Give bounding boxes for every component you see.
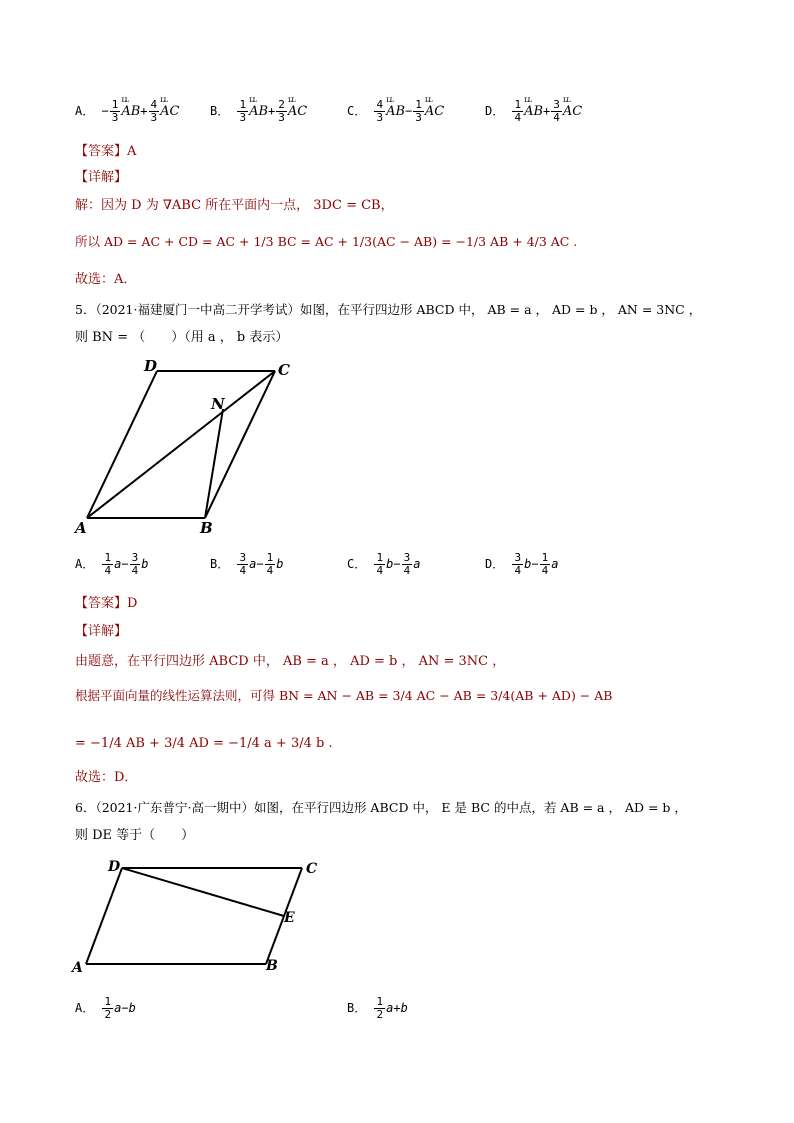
q6-label-e: E [284,910,295,926]
q5-option-a[interactable]: A． $\frac{1}{4}$ a− $\frac{3}{4}$ b [75,551,149,577]
q5-option-b[interactable]: B． $\frac{3}{4}$ a− $\frac{1}{4}$ b [210,551,284,577]
q5-label-b: B [200,519,213,537]
q5-option-d[interactable]: D． $\frac{3}{4}$ b− $\frac{1}{4}$ a [485,551,559,577]
q4-option-b-expr: $\frac{1}{3}$ ʟʟ AB+ $\frac{2}{3}$ ʟʟ AC [236,104,307,118]
q4-options [75,98,715,128]
q6-side-da [86,868,122,964]
q5-parallelogram-figure [70,355,310,540]
q4-option-d-expr: $\frac{1}{4}$ ʟʟ AB+ $\frac{3}{4}$ ʟʟ AC [511,104,582,118]
q5-solution-line2: 根据平面向量的线性运算法则，可得 BN = AN − AB = 3/4 AC − AB = 3/4(AB + AD) − AB [75,688,613,703]
q5-detail-tag: 【详解】 [75,624,128,639]
q4-option-b[interactable]: B． $\frac{1}{3}$ ʟʟ AB+ $\frac{2}{3}$ ʟʟ AC [210,98,307,124]
q6-options [75,996,715,1026]
q5-label-c: C [278,361,290,379]
q6-stem-line1: 6．（2021·广东普宁·高一期中）如图，在平行四边形 ABCD 中， E 是 BC 的中点，若 AB = a ， AD = b ， [75,800,687,815]
q6-stem-line2: 则 DE 等于（ ） [75,828,195,843]
q6-option-a-expr: $\frac{1}{2}$ a−b [104,995,136,1021]
q6-option-b[interactable]: B． $\frac{1}{2}$ a+b [347,995,408,1021]
q5-stem-line1: 5．（2021·福建厦门一中高二开学考试）如图，在平行四边形 ABCD 中， AB = a ， AD = b ， AN = 3NC ， [75,302,702,317]
q5-label-n: N [211,395,225,413]
q6-label-d: D [108,859,121,875]
q4-conclusion: 故选：A． [75,272,137,287]
q5-solution-line3: = −1/4 AB + 3/4 AD = −1/4 a + 3/4 b . [75,736,333,751]
q5-side-bc [205,371,275,518]
q4-detail-tag: 【详解】 [75,170,128,185]
q4-option-d[interactable]: D． $\frac{1}{4}$ ʟʟ AB+ $\frac{3}{4}$ ʟʟ AC [485,98,582,124]
q5-segment-bn [205,409,223,518]
q5-conclusion: 故选：D． [75,770,138,785]
q4-solution-line1: 解：因为 D 为 ∇ABC 所在平面内一点， 3DC = CB， [75,198,394,213]
q5-option-b-expr: $\frac{3}{4}$ a− $\frac{1}{4}$ b [239,551,284,577]
q6-option-b-expr: $\frac{1}{2}$ a+b [376,995,408,1021]
q5-option-c[interactable]: C． $\frac{1}{4}$ b− $\frac{3}{4}$ a [347,551,421,577]
q5-stem-line2: 则 BN = （ ）（用 a ， b 表示） [75,330,289,345]
q6-parallelogram-figure [70,852,330,980]
q5-option-c-expr: $\frac{1}{4}$ b− $\frac{3}{4}$ a [376,551,421,577]
q5-solution-line1: 由题意，在平行四边形 ABCD 中， AB = a ， AD = b ， AN = 3NC ， [75,654,506,669]
q6-segment-de [122,868,284,916]
q5-option-d-expr: $\frac{3}{4}$ b− $\frac{1}{4}$ a [514,551,559,577]
q4-answer-tag: 【答案】A [75,144,137,159]
q5-label-d: D [144,357,158,375]
q4-option-a[interactable]: A． − $\frac{1}{3}$ ʟʟ AB+ $\frac{4}{3}$ ʟʟ AC [75,98,179,124]
q5-answer-tag: 【答案】D [75,596,138,611]
q5-option-a-expr: $\frac{1}{4}$ a− $\frac{3}{4}$ b [104,551,149,577]
q6-label-c: C [306,861,318,877]
q4-solution-line2: 所以 AD = AC + CD = AC + 1/3 BC = AC + 1/3(AC − AB) = −1/3 AB + 4/3 AC . [75,234,578,249]
q4-option-a-expr: − $\frac{1}{3}$ ʟʟ AB+ $\frac{4}{3}$ ʟʟ AC [101,104,179,118]
q6-label-a: A [72,960,83,976]
q5-label-a: A [75,519,87,537]
q5-side-da [87,371,157,518]
q5-options [75,552,715,582]
q4-option-c[interactable]: C． $\frac{4}{3}$ ʟʟ AB− $\frac{1}{3}$ ʟʟ AC [347,98,444,124]
q6-option-a[interactable]: A． $\frac{1}{2}$ a−b [75,995,136,1021]
q5-diagonal-ac [87,371,275,518]
q4-option-c-expr: $\frac{4}{3}$ ʟʟ AB− $\frac{1}{3}$ ʟʟ AC [373,104,444,118]
q6-label-b: B [266,958,278,974]
